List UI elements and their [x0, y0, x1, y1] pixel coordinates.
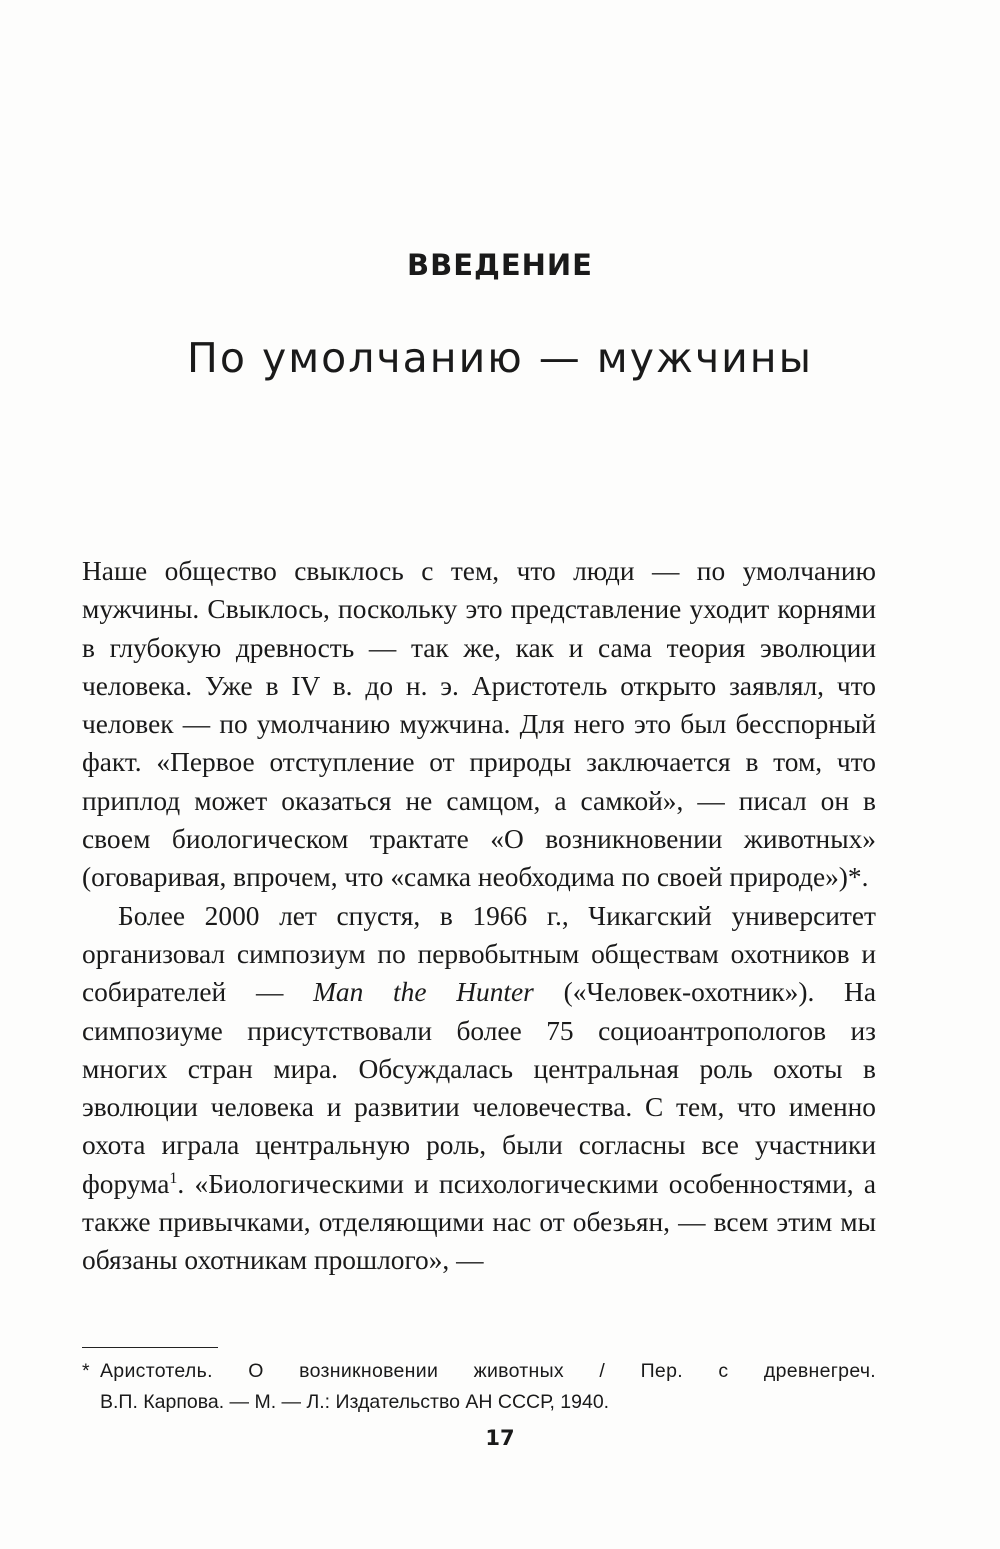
paragraph-2-start: Более 2000 лет спустя, в 1966 г., Чикагский университет организовал симпозиум по первобытным обществам охотников и собирателей — [82, 900, 876, 1008]
chapter-label: ВВЕДЕНИЕ [406, 248, 593, 282]
page-number: 17 [485, 1426, 515, 1450]
footnote-reference: 1 [169, 1169, 178, 1187]
paragraph-1: Наше общество свыклось с тем, что люди — по умолчанию мужчины. Свыклось, поскольку это представление уходит корнями в глубокую древность — так же, как и сама теория эволюции человека. Уже в IV в. до н. э. Аристотель открыто заявлял, что человек — по умолчанию мужчина. Для него это был бесспорный факт. «Первое отступление от природы заключается в том, что приплод может оказаться не самцом, а самкой», — писал он в своем биологическом трактате «О возникновении животных» (оговаривая, впрочем, что «самка необходима по своей природе»)*. [82, 556, 876, 893]
chapter-title: По умолчанию — мужчины [187, 334, 813, 382]
footnote [82, 1356, 876, 1418]
body-text [82, 552, 876, 1280]
paragraph-2 [82, 897, 876, 1280]
footnote-line-1 [82, 1356, 876, 1387]
footnote-line-1-text: Аристотель. О возникновении животных / Пер. с древнегреч. [100, 1360, 876, 1382]
paragraph-2-middle: («Человек-охотник»). На симпозиуме присутствовали более 75 социоантропологов из многих стран мира. Обсуждалась центральная роль охоты в эволюции человека и развитии человечества. С тем, что именно охота играла центральную роль, были согласны все участники форума [82, 977, 876, 1199]
symposium-title: Man the Hunter [313, 977, 534, 1008]
footnote-divider [82, 1347, 218, 1348]
footnote-mark: * [82, 1360, 90, 1382]
footnote-line-2: В.П. Карпова. — М. — Л.: Издательство АН СССР, 1940. [100, 1391, 610, 1413]
paragraph-2-end: . «Биологическими и психологическими особенностями, а также привычками, отделяющими нас от обезьян, — всем этим мы обязаны охотникам прошлого», — [82, 1168, 876, 1276]
